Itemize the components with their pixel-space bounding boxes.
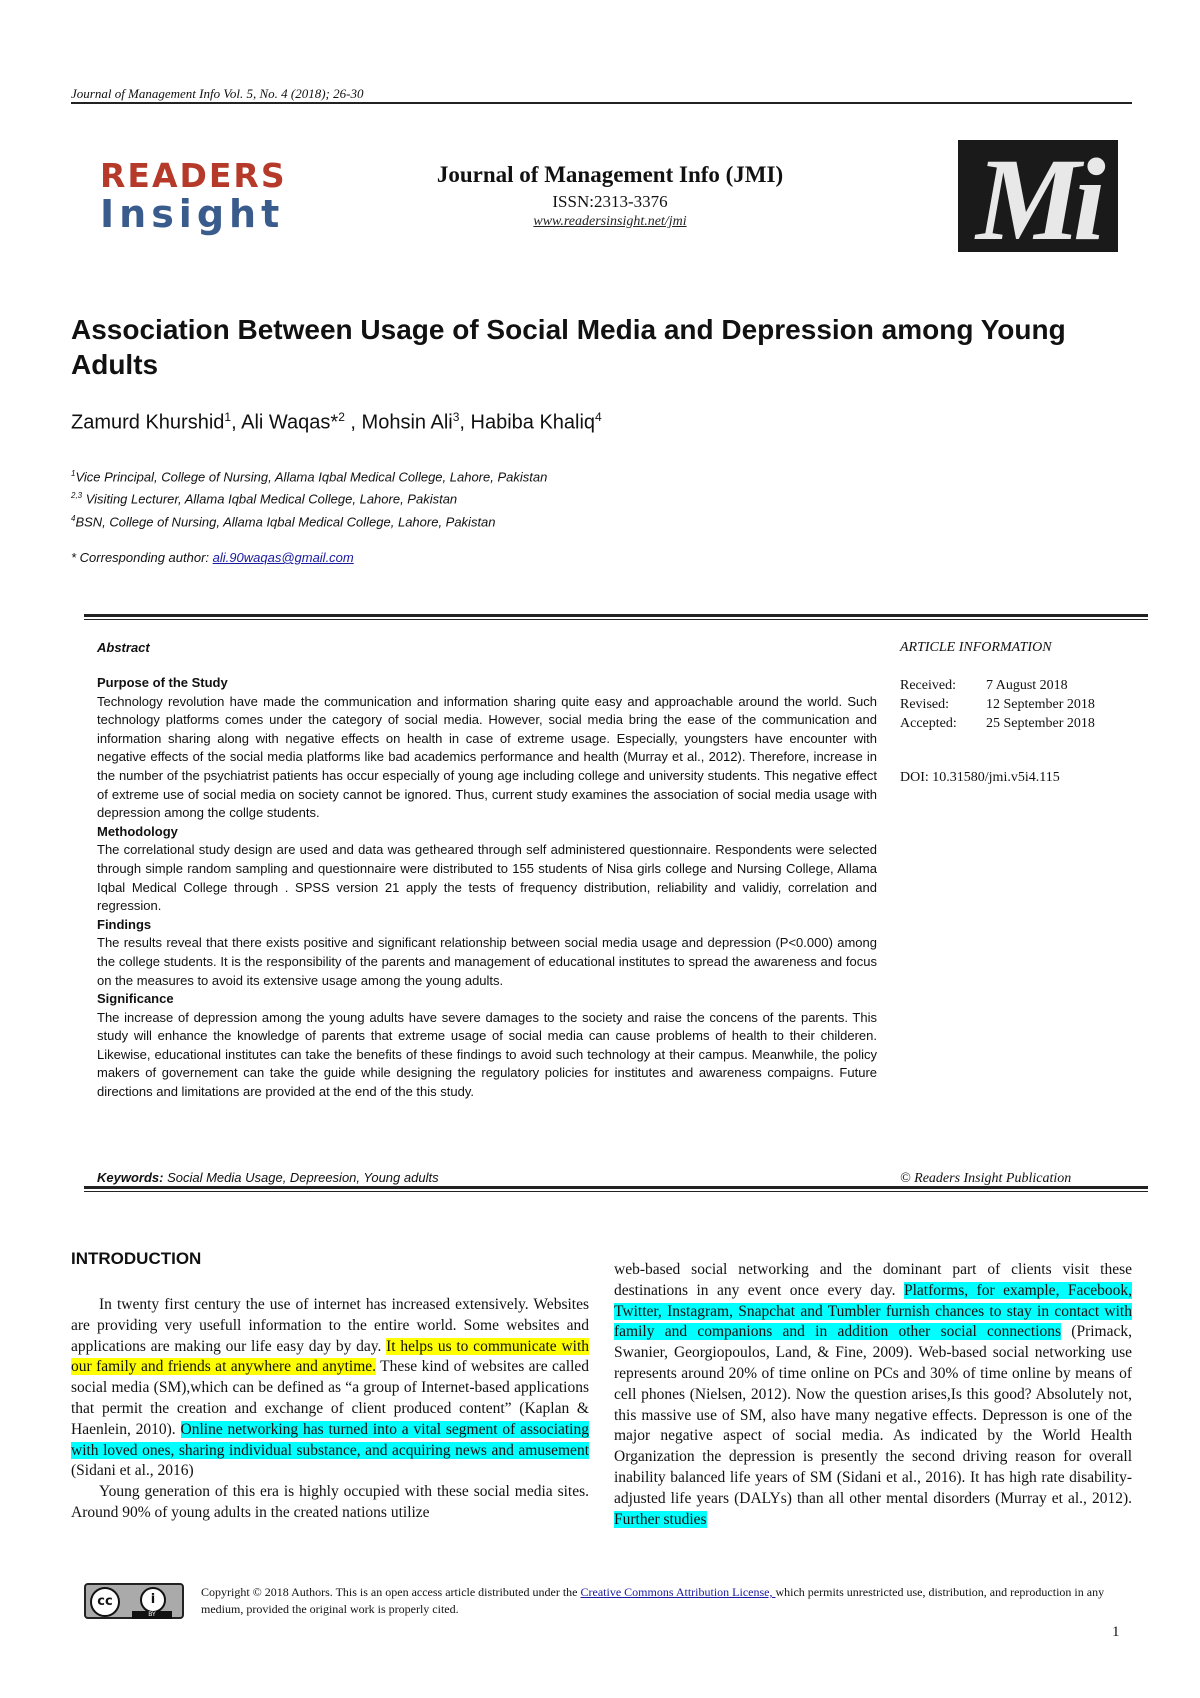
keywords-label: Keywords: (97, 1170, 164, 1185)
keywords (97, 1170, 439, 1185)
author-name: Zamurd Khurshid (71, 411, 225, 434)
jmi-logo-text: Mi (976, 134, 1098, 265)
received-date: 7 August 2018 (986, 678, 1068, 693)
article-info-heading: ARTICLE INFORMATION (900, 640, 1052, 655)
attribution-icon: i (140, 1587, 166, 1613)
accepted-label: Accepted: (900, 716, 957, 731)
body-column-right (614, 1260, 1132, 1530)
license-pre: Copyright © 2018 Authors. This is an open access article distributed under the (201, 1585, 581, 1599)
text-run: web-based social networking and the dominant part of clients visit these destinations in any event once every day. (614, 1261, 1132, 1299)
journal-block (340, 162, 880, 230)
significance-heading: Significance (97, 991, 174, 1007)
text-run: (Primack, Swanier, Georgiopoulos, Land, & Fine, 2009). Web-based social networking use represents around 20% of time online on PCs and 30% of time online by means of cell phones (Nielsen, 2012). Now the question arises,Is this good? Absolutely not, this massive use of SM, also have many negative effects. Depresson is one of the major negative aspect of social media. As indicated by the World Health Organization the depression is presently the second driving reason for overall inability balanced life years of SM (Sidani et al., 2016). It has high rate disability-adjusted life years (DALYs) than all other mental disorders (Murray et al., 2012). (614, 1323, 1132, 1507)
running-head: Journal of Management Info Vol. 5, No. 4 (2018); 26-30 (71, 86, 364, 101)
purpose-heading: Purpose of the Study (97, 675, 228, 690)
jmi-logo (958, 134, 1118, 265)
affiliations (71, 464, 547, 531)
affiliation-text: Visiting Lecturer, Allama Iqbal Medical College, Lahore, Pakistan (82, 491, 458, 507)
accepted-row (900, 714, 1095, 733)
intro-paragraph-1 (71, 1295, 589, 1482)
received-row (900, 676, 1095, 695)
cc-by-license-badge[interactable] (84, 1583, 184, 1619)
text-run: In twenty first century the use of internet has increased extensively. Websites are providing very usefull information to the entire world. Some websites and applications are making our life easy day by day. (71, 1296, 589, 1355)
article-dates (900, 676, 1095, 733)
significance-text: The increase of depression among the young adults have severe damages to the society and raise the concens of the parents. This study will enhance the knowledge of parents that extreme usage of social media can cause problems of health to their childeren. Likewise, educational institutes can take the benefits of these findings to avoid such technology at their campus. Meanwhile, the policy makers of governement can take the guide while designing the regulatory policies for institutes and awareness compaigns. Future directions and limitations are provided at the end of the this study. (97, 1009, 877, 1100)
affiliation-sup: 1 (71, 469, 76, 478)
abstract-rule-bottom-thin (84, 1191, 1148, 1192)
header-rule (71, 102, 1132, 104)
affiliation-sup: 4 (71, 513, 76, 523)
affiliation-item (71, 509, 547, 531)
author-sup: 3 (452, 410, 460, 424)
author-name: Mohsin Ali (361, 411, 453, 434)
methodology-heading: Methodology (97, 823, 178, 839)
affiliation-item (71, 486, 547, 508)
by-label: BY (132, 1611, 172, 1619)
license-link[interactable]: Creative Commons Attribution License, (580, 1585, 776, 1599)
author-sup: 1 (224, 410, 232, 424)
highlight-cyan: Online networking has turned into a vital segment of associating with loved ones, sharing individual substance, and acquiring news and amusement (71, 1420, 589, 1459)
highlight-cyan: Further studies (614, 1510, 707, 1528)
abstract-body (97, 674, 877, 1102)
license-post: which permits unrestricted use, distribution, and reproduction in any medium, provided the original work is properly cited. (201, 1585, 1105, 1616)
keywords-text: Social Media Usage, Depreesion, Young adults (163, 1170, 439, 1185)
readers-insight-logo (100, 158, 312, 234)
license-text (201, 1584, 1121, 1618)
findings-heading: Findings (97, 916, 152, 932)
revised-row (900, 695, 1095, 714)
introduction-heading: INTRODUCTION (71, 1249, 202, 1268)
author-sep: , (459, 411, 471, 434)
intro-paragraph-3 (614, 1260, 1132, 1530)
corresponding-email-link[interactable]: ali.90waqas@gmail.com (212, 550, 354, 565)
doi: DOI: 10.31580/jmi.v5i4.115 (900, 770, 1060, 785)
revised-label: Revised: (900, 697, 949, 712)
cc-icon: cc (90, 1587, 120, 1617)
author-sep: , (344, 411, 362, 434)
revised-date: 12 September 2018 (986, 697, 1095, 712)
abstract-rule-top (84, 614, 1148, 617)
corresponding-author (71, 550, 354, 565)
journal-title: Journal of Management Info (JMI) (436, 162, 784, 187)
page-number: 1 (1112, 1624, 1120, 1640)
purpose-text: Technology revolution have made the communication and information sharing quite easy and approachable around the world. Such technology platforms comes under the category of social media. However, social media bring the ease of the communication and information sharing along with negative effects on health in case of extreme usage. Especially, youngsters have encounter with negative effects of the social media platforms like bad academics performance and health (Murray et al., 2012). Therefore, increase in the number of the psychiatrist patients has occur especially of young age including college and university students. This negative effect of extreme use of social media on society cannot be ignored. Thus, current study examines the association of social media usage with depression among the collge students. (97, 693, 877, 821)
journal-issn: ISSN:2313-3376 (552, 192, 668, 211)
author-sep: , (231, 411, 242, 434)
author-sup: 2 (338, 410, 345, 424)
abstract-rule-top-thin (84, 619, 1148, 620)
paper-title: Association Between Usage of Social Media and Depression among Young Adults (71, 314, 1066, 380)
corresponding-label: * Corresponding author: (71, 550, 213, 565)
accepted-date: 25 September 2018 (986, 716, 1095, 731)
intro-paragraph-2: Young generation of this era is highly occupied with these social media sites. Around 90% of young adults in the created nations utilize (71, 1483, 589, 1521)
methodology-text: The correlational study design are used and data was getheared through self administered questionnaire. Respondents were selected through simple random sampling and questionnaire were distributed to 155 students of Nisa girls college and Nursing College, Allama Iqbal Medical College through . SPSS version 21 apply the tests of frequency distribution, reliability and validiy, correlation and regression. (97, 842, 877, 914)
affiliation-sup: 2,3 (71, 491, 83, 501)
body-column-left (71, 1295, 589, 1524)
author-name: Ali Waqas* (241, 411, 339, 434)
author-list (71, 410, 602, 435)
publisher-copyright: © Readers Insight Publication (900, 1171, 1072, 1186)
logo-line-1: READERS (100, 156, 287, 195)
findings-text: The results reveal that there exists positive and significant relationship between social media usage and depression (P<0.000) among the college students. It is the responsibility of the parents and management of educational institutes to spread the awareness and focus on the measures to avoid its extensive usage among the young adults. (97, 935, 877, 988)
affiliation-text: BSN, College of Nursing, Allama Iqbal Medical College, Lahore, Pakistan (75, 513, 496, 529)
author-name: Habiba Khaliq (470, 411, 596, 434)
logo-line-2: Insight (100, 192, 285, 236)
abstract-heading: Abstract (97, 640, 150, 655)
received-label: Received: (900, 678, 956, 693)
journal-url-link[interactable]: www.readersinsight.net/jmi (533, 214, 687, 229)
abstract-rule-bottom (84, 1186, 1148, 1189)
highlight-cyan: Platforms, for example, Facebook, Twitter, Instagram, Snapchat and Tumbler furnish chances to stay in contact with family and companions and in addition other social connections (614, 1281, 1133, 1341)
highlight-yellow: It helps us to communicate with our family and friends at anywhere and anytime. (71, 1337, 589, 1376)
affiliation-item (71, 464, 547, 486)
text-run: These kind of websites are called social media (SM),which can be defined as “a group of Internet-based applications that permit the creation and exchange of client produced content” (Kaplan & Haenlein, 2010). (71, 1358, 590, 1438)
author-sup: 4 (595, 410, 602, 424)
text-run: (Sidani et al., 2016) (71, 1462, 194, 1480)
affiliation-text: Vice Principal, College of Nursing, Allama Iqbal Medical College, Lahore, Pakistan (75, 469, 548, 485)
